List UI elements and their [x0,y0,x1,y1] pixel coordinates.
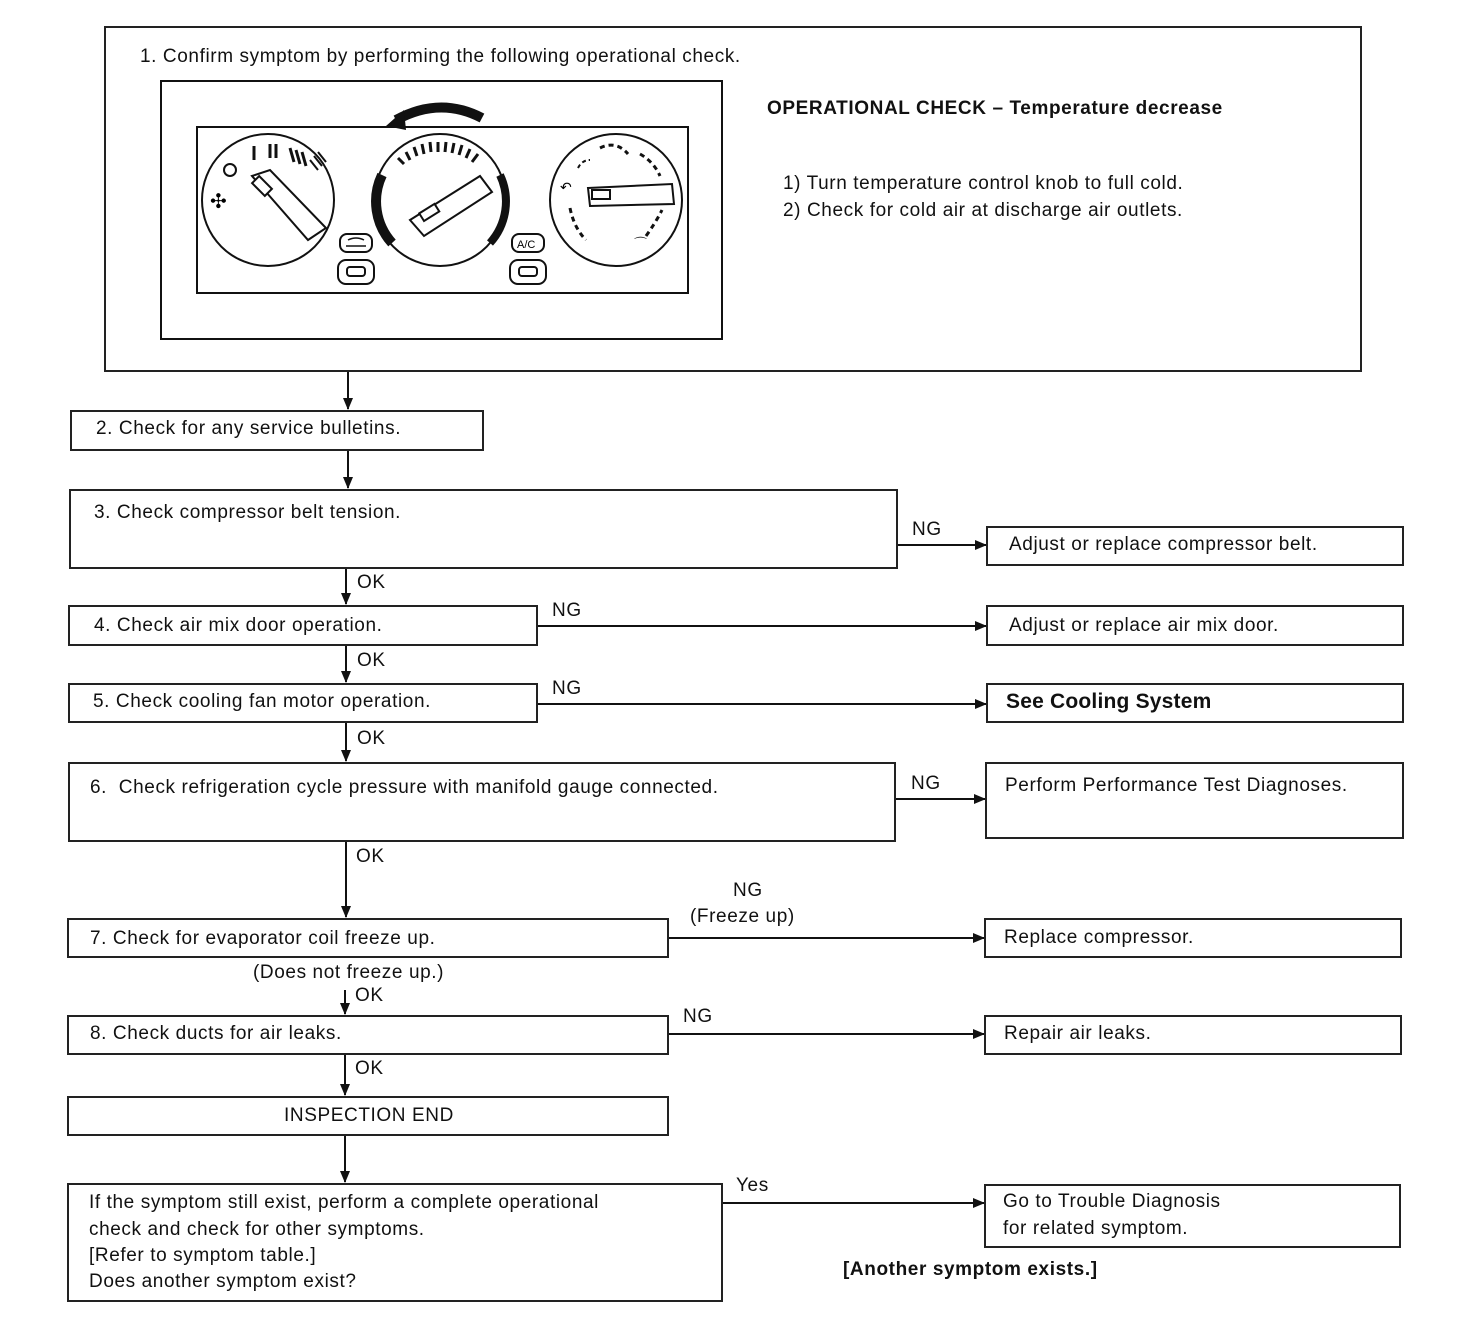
ng-label-7: NG [733,880,763,901]
another-symptom-label: [Another symptom exists.] [843,1259,1098,1280]
ac-label: A/C [517,239,536,251]
final-question-line-1: If the symptom still exist, perform a complete operational [89,1192,599,1213]
ng-label-8: NG [683,1006,713,1027]
step-3-text: 3. Check compressor belt tension. [94,502,402,523]
step-1-text: 1. Confirm symptom by performing the following operational check. [140,46,741,67]
step-5-text: 5. Check cooling fan motor operation. [93,691,431,712]
step-6-box [68,762,896,842]
step-2-text: 2. Check for any service bulletins. [96,418,402,439]
operational-check-title: OPERATIONAL CHECK – Temperature decrease [767,98,1223,119]
result-final-line-2: for related symptom. [1003,1218,1189,1239]
ng-label-6: NG [911,773,941,794]
step-6-text: 6. Check refrigeration cycle pressure with manifold gauge connected. [90,777,719,798]
svg-text:⌒: ⌒ [634,237,648,252]
result-6-box [985,762,1404,839]
ok-label-7: OK [355,985,384,1006]
result-6-text: Perform Performance Test Diagnoses. [1005,775,1348,796]
yes-label: Yes [736,1175,769,1196]
step-8-text: 8. Check ducts for air leaks. [90,1023,342,1044]
ok-label-4: OK [357,650,386,671]
final-question-line-3: [Refer to symptom table.] [89,1245,317,1266]
control-panel-illustration [160,80,724,342]
ok-label-8: OK [355,1058,384,1079]
result-3-text: Adjust or replace compressor belt. [1009,534,1318,555]
ok-label-3: OK [357,572,386,593]
fan-speed-knob-icon [202,134,334,266]
result-4-text: Adjust or replace air mix door. [1009,615,1279,636]
not-freeze-label: (Does not freeze up.) [253,962,445,983]
ng-label-3: NG [912,519,942,540]
result-7-text: Replace compressor. [1004,927,1194,948]
mode-knob-icon [550,134,682,266]
result-5-text: See Cooling System [1006,690,1212,713]
operational-check-step-1: 1) Turn temperature control knob to full cold. [783,173,1184,194]
ok-label-6: OK [356,846,385,867]
final-question-line-4: Does another symptom exist? [89,1271,357,1292]
ng-label-4: NG [552,600,582,621]
svg-text:✣: ✣ [210,189,227,213]
ng-label-5: NG [552,678,582,699]
step-4-text: 4. Check air mix door operation. [94,615,383,636]
operational-check-step-2: 2) Check for cold air at discharge air outlets. [783,200,1183,221]
final-question-line-2: check and check for other symptoms. [89,1219,425,1240]
inspection-end-text: INSPECTION END [284,1105,454,1126]
freeze-up-label: (Freeze up) [690,906,795,927]
svg-text:↶: ↶ [560,180,572,196]
ok-label-5: OK [357,728,386,749]
step-3-box [69,489,898,569]
result-8-text: Repair air leaks. [1004,1023,1152,1044]
step-7-text: 7. Check for evaporator coil freeze up. [90,928,436,949]
result-final-line-1: Go to Trouble Diagnosis [1003,1191,1221,1212]
